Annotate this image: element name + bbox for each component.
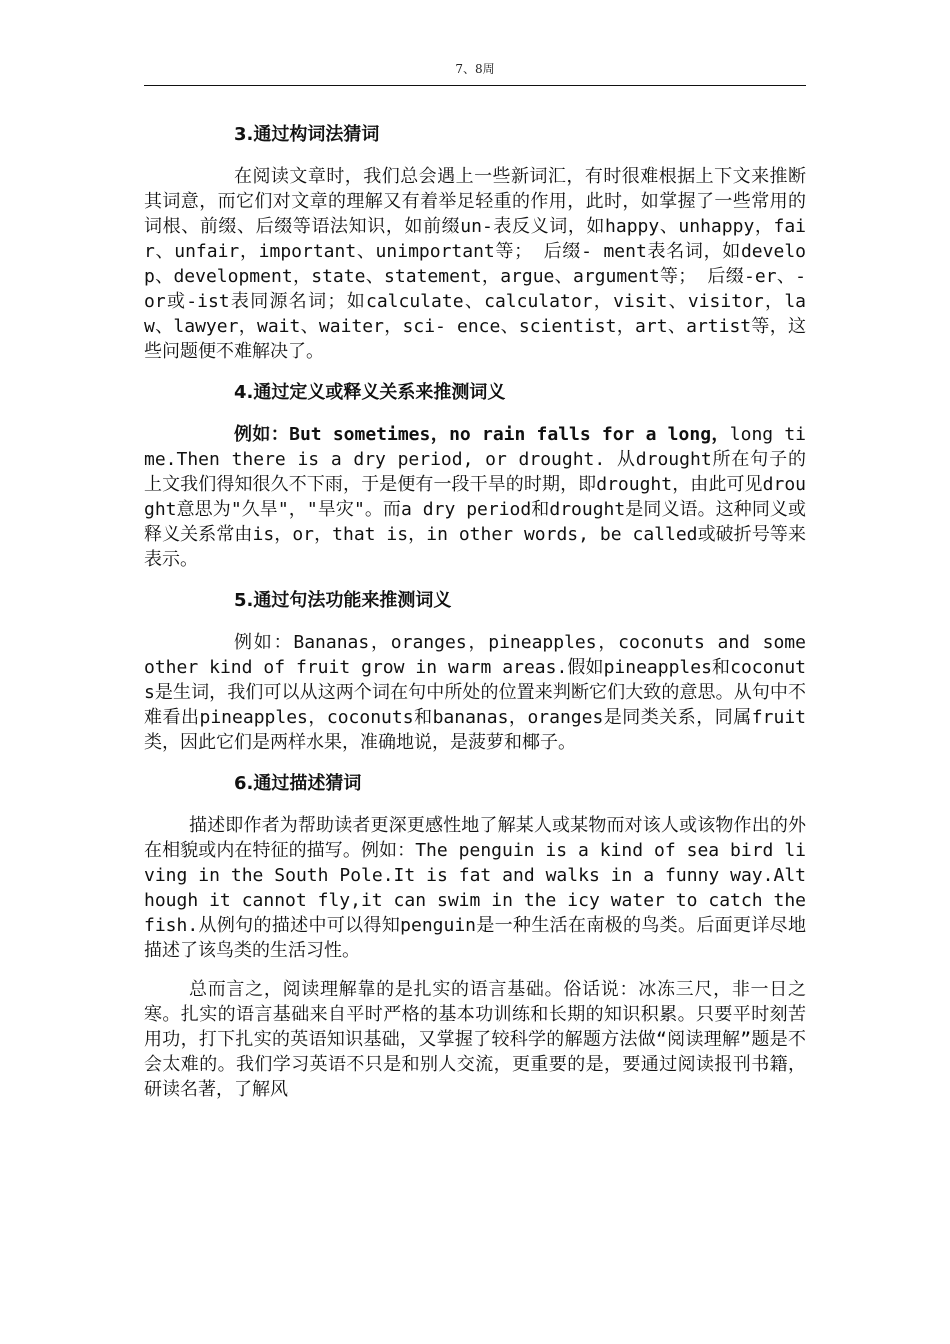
section-heading-4: 4.通过定义或释义关系来推测词义 xyxy=(234,382,506,403)
page-header: 7、8周 xyxy=(455,62,495,76)
conclusion-paragraph: 总而言之，阅读理解靠的是扎实的语言基础。俗话说：冰冻三尺，非一日之寒。扎实的语言基础来自平时严格的基本功训练和长期的知识积累。只要平时刻苦用功，打下扎实的英语知识基础，又掌握了较科学的解题方法做“阅读理解”题是不会太难的。我们学习英语不只是和别人交流，更重要的是，要通过阅读报刊书籍，研读名著，了解风 xyxy=(144,979,806,1100)
header-rule xyxy=(144,85,806,86)
section-heading-3: 3.通过构词法猜词 xyxy=(234,124,380,145)
example-lead-bold: 例如：But sometimes，no rain falls for a long， xyxy=(234,424,730,445)
section-paragraph-6: 描述即作者为帮助读者更深更感性地了解某人或某物而对该人或该物作出的外在相貌或内在特征的描写。例如：The penguin is a kind of sea bird living in the South Pole.It is fat and walks in a funny way.Although it cannot fly,it can swim in the icy water to catch the fish.从例句的描述中可以得知penguin是一种生活在南极的鸟类。后面更详尽地描述了该鸟类的生活习性。 xyxy=(144,815,806,961)
document-body xyxy=(144,120,806,1102)
section-paragraph-5: 例如：Bananas，oranges，pineapples，coconuts and some other kind of fruit grow in warm areas.假如pineapples和coconuts是生词，我们可以从这两个词在句中所处的位置来判断它们大致的意思。从句中不难看出pineapples，coconuts和bananas，oranges是同类关系，同属fruit类，因此它们是两样水果，准确地说，是菠萝和椰子。 xyxy=(144,632,806,753)
section-paragraph-4 xyxy=(144,422,806,572)
section-heading-6: 6.通过描述猜词 xyxy=(234,773,362,794)
example-continuation: long time.Then there is a dry period, or drought. 从drought所在句子的上文我们得知很久不下雨，于是便有一段干旱的时期，即drought，由此可见drought意思为"久旱"，"旱灾"。而a dry period和drought是同义语。这种同义或释义关系常由is，or，that is，in other words, be called或破折号等来表示。 xyxy=(144,424,807,570)
section-paragraph-3: 在阅读文章时，我们总会遇上一些新词汇，有时很难根据上下文来推断其词意，而它们对文章的理解又有着举足轻重的作用，此时，如掌握了一些常用的词根、前缀、后缀等语法知识，如前缀un-表反义词，如happy、unhappy，fair、unfair，important、unimportant等； 后缀- ment表名词，如develop、development，state、statement，argue、argument等； 后缀-er、-or或-ist表同源名词；如calculate、calculator，visit、visitor，law、lawyer，wait、waiter，sci- ence、scientist，art、artist等，这些问题便不难解决了。 xyxy=(144,166,806,362)
section-heading-5: 5.通过句法功能来推测词义 xyxy=(234,590,452,611)
